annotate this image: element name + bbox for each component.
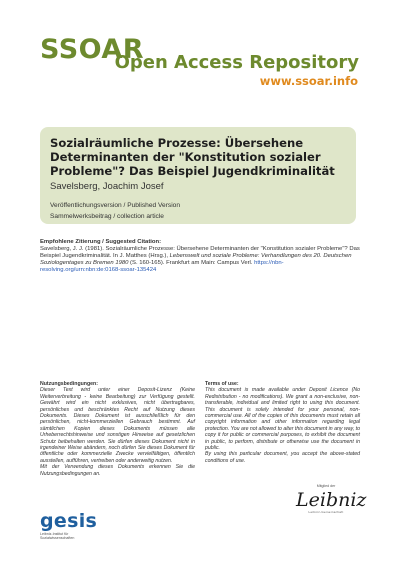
terms-of-use-german xyxy=(40,381,195,477)
terms-en-heading: Terms of use: xyxy=(205,381,239,387)
citation-text-italic: Lebenswelt und soziale Probleme: Verhandlungen des 20. Deutschen Soziologentages zu Bremen 1980 xyxy=(40,253,352,267)
citation-heading: Empfohlene Zitierung / Suggested Citation: xyxy=(40,239,162,245)
leibniz-logo xyxy=(296,484,367,514)
terms-en-body: This document is made available under Deposit Licence (No Redistribution - no modifications). We grant a non-exclusive, non-transferable, individual and limited right to using this document. This document is solely intended for your personal, non-commercial use. All of the copies of this documents must retain all copyright information and other information regarding legal protection. You are not allowed to alter this document in any way, to copy it for public or commercial purposes, to exhibit the document in public, to perform, distribute or otherwise use the document in public. xyxy=(205,387,360,452)
gesis-logo xyxy=(40,512,100,541)
publication-version: Veröffentlichungsversion / Published Version xyxy=(50,202,181,209)
ssoar-logo: SSOAR xyxy=(40,34,145,65)
publication-type: Sammelwerksbeitrag / collection article xyxy=(50,213,164,220)
repository-url-link[interactable]: www.ssoar.info xyxy=(259,74,358,88)
repository-title: Open Access Repository xyxy=(114,52,359,73)
terms-de-heading: Nutzungsbedingungen: xyxy=(40,381,98,387)
terms-en-footer: By using this particular document, you accept the above-stated conditions of use. xyxy=(205,451,360,464)
citation-text-part-1: Savelsberg, J. J. (1981). Sozialräumliche Prozesse: Übersehene Determinanten der "Konstitution sozialer Probleme"? Das Beispiel Jugendkriminalität. In J. Matthes (Hrsg.), xyxy=(40,246,360,260)
terms-de-body: Dieser Text wird unter einer Deposit-Lizenz (Keine Weiterverbreitung - keine Bearbeitung) zur Verfügung gestellt. Gewährt wird ein nicht exklusives, nicht übertragbares, persönliches und beschränktes Recht auf Nutzung dieses Dokuments. Dieses Dokument ist ausschließlich für den persönlichen, nicht-kommerziellen Gebrauch bestimmt. Auf sämtlichen Kopien dieses Dokuments müssen alle Urheberrechtshinweise und sonstigen Hinweise auf gesetzlichen Schutz beibehalten werden. Sie dürfen dieses Dokument nicht in irgendeiner Weise abändern, noch dürfen Sie dieses Dokument für öffentliche oder kommerzielle Zwecke vervielfältigen, öffentlich ausstellen, aufführen, vertreiben oder anderweitig nutzen. xyxy=(40,387,195,464)
terms-of-use-english xyxy=(205,381,360,464)
gesis-subtitle: Leibniz-Institut für Sozialwissenschaften xyxy=(40,532,75,541)
document-title: Sozialräumliche Prozesse: Übersehene Determinanten der "Konstitution sozialer Probleme"? Das Beispiel Jugendkriminalität xyxy=(50,136,335,178)
document-title-box xyxy=(40,127,356,224)
gesis-wordmark: gesis xyxy=(40,510,98,532)
suggested-citation xyxy=(40,239,360,274)
leibniz-subtitle: Leibniz-Gemeinschaft xyxy=(308,510,344,514)
document-author: Savelsberg, Joachim Josef xyxy=(50,181,164,192)
terms-de-footer: Mit der Verwendung dieses Dokuments erkennen Sie die Nutzungsbedingungen an. xyxy=(40,464,195,477)
leibniz-member-label: Mitglied der xyxy=(316,484,336,488)
citation-text-part-2: (S. 160-165). Frankfurt am Main: Campus Verl. xyxy=(128,260,255,267)
leibniz-wordmark: Leibniz xyxy=(296,489,367,511)
citation-urn-link[interactable]: https://nbn-resolving.org/urn:nbn:de:0168-ssoar-135424 xyxy=(40,260,284,274)
